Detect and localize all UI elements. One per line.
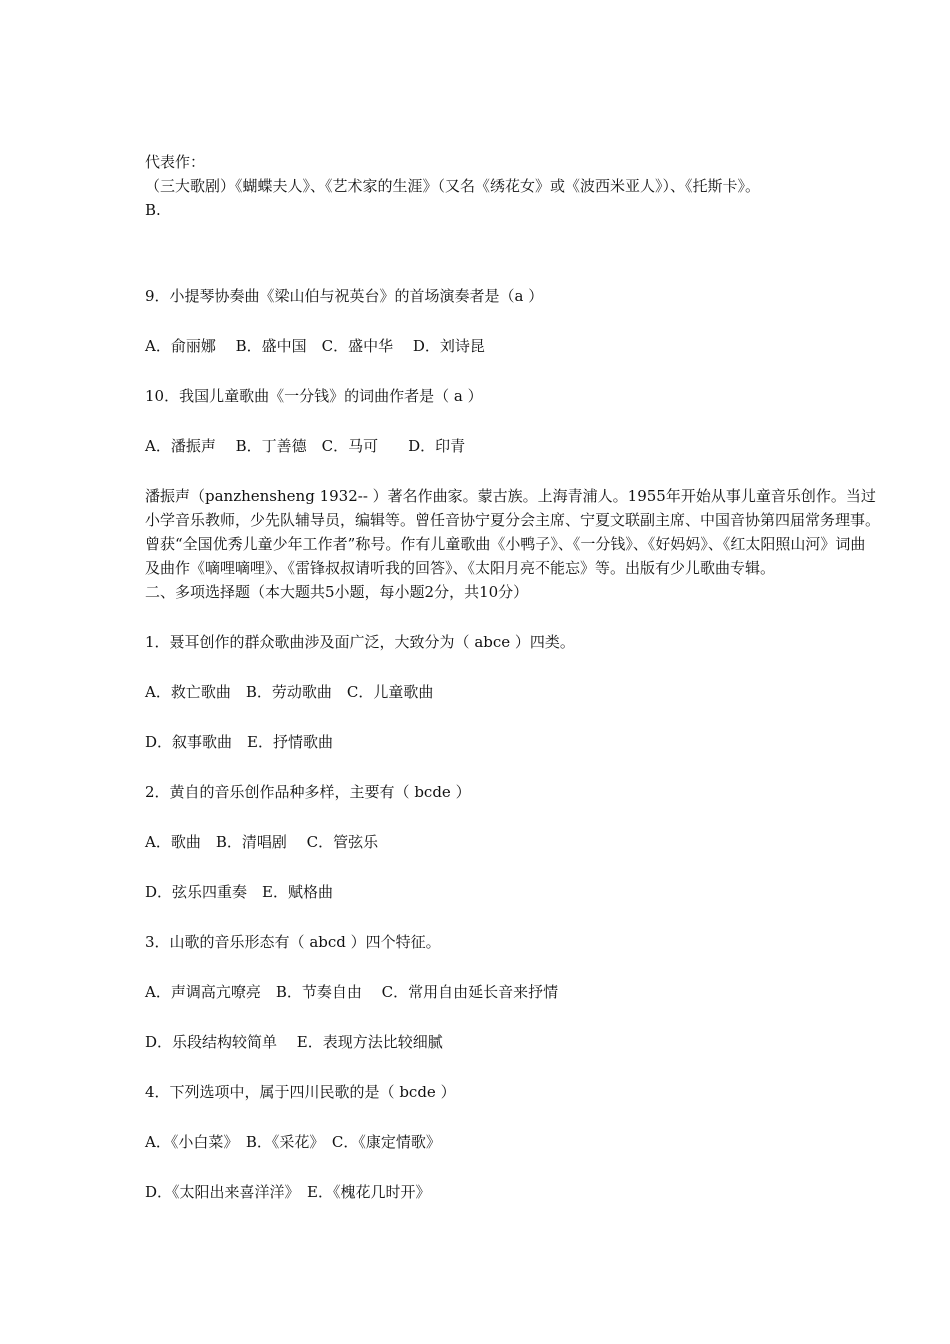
multi-question-2-options-b: D．弦乐四重奏 E．赋格曲 xyxy=(145,883,333,901)
multi-question-3-options-a: A．声调高亢嘹亮 B．节奏自由 C．常用自由延长音来抒情 xyxy=(145,983,559,1001)
multi-question-4-options-b: D．《太阳出来喜洋洋》 E．《槐花几时开》 xyxy=(145,1183,431,1201)
multi-question-2-options-a: A．歌曲 B．清唱剧 C．管弦乐 xyxy=(145,833,379,851)
question-10-options: A．潘振声 B．丁善德 C．马可 D．印青 xyxy=(145,437,466,455)
representative-works: （三大歌剧）《蝴蝶夫人》、《艺术家的生涯》（又名《绣花女》或《波西米亚人》）、《托斯卡》。 xyxy=(145,177,761,195)
multi-question-4: 4．下列选项中，属于四川民歌的是（ bcde ） xyxy=(145,1083,456,1101)
section-2-heading: 二、多项选择题（本大题共5小题，每小题2分，共10分） xyxy=(145,583,529,601)
multi-question-2: 2．黄自的音乐创作品种多样，主要有（ bcde ） xyxy=(145,783,471,801)
multi-question-3-options-b: D．乐段结构较简单 E．表现方法比较细腻 xyxy=(145,1033,443,1051)
multi-question-1: 1．聂耳创作的群众歌曲涉及面广泛，大致分为（ abce ）四类。 xyxy=(145,633,575,651)
question-10: 10．我国儿童歌曲《一分钱》的词曲作者是（ a ） xyxy=(145,387,483,405)
question-9-options: A．俞丽娜 B．盛中国 C．盛中华 D．刘诗昆 xyxy=(145,337,485,355)
intro-label: 代表作： xyxy=(145,153,206,171)
option-b-fragment: B. xyxy=(145,201,161,219)
multi-question-3: 3．山歌的音乐形态有（ abcd ）四个特征。 xyxy=(145,933,441,951)
document-page xyxy=(145,150,880,1204)
multi-question-4-options-a: A．《小白菜》 B．《采花》 C．《康定情歌》 xyxy=(145,1133,441,1151)
question-9: 9．小提琴协奏曲《梁山伯与祝英台》的首场演奏者是（a ） xyxy=(145,287,544,305)
multi-question-1-options-a: A．救亡歌曲 B．劳动歌曲 C．儿童歌曲 xyxy=(145,683,434,701)
multi-question-1-options-b: D．叙事歌曲 E．抒情歌曲 xyxy=(145,733,333,751)
composer-bio: 潘振声（panzhensheng 1932-- ）著名作曲家。蒙古族。上海青浦人。1955年开始从事儿童音乐创作。当过小学音乐教师，少先队辅导员，编辑等。曾任音协宁夏分会主席、宁夏文联副主席、中国音协第四届常务理事。曾获“全国优秀儿童少年工作者”称号。作有儿童歌曲《小鸭子》、《一分钱》、《好妈妈》、《红太阳照山河》词曲及曲作《嘀哩嘀哩》、《雷锋叔叔请听我的回答》、《太阳月亮不能忘》等。出版有少儿歌曲专辑。 xyxy=(145,487,881,577)
